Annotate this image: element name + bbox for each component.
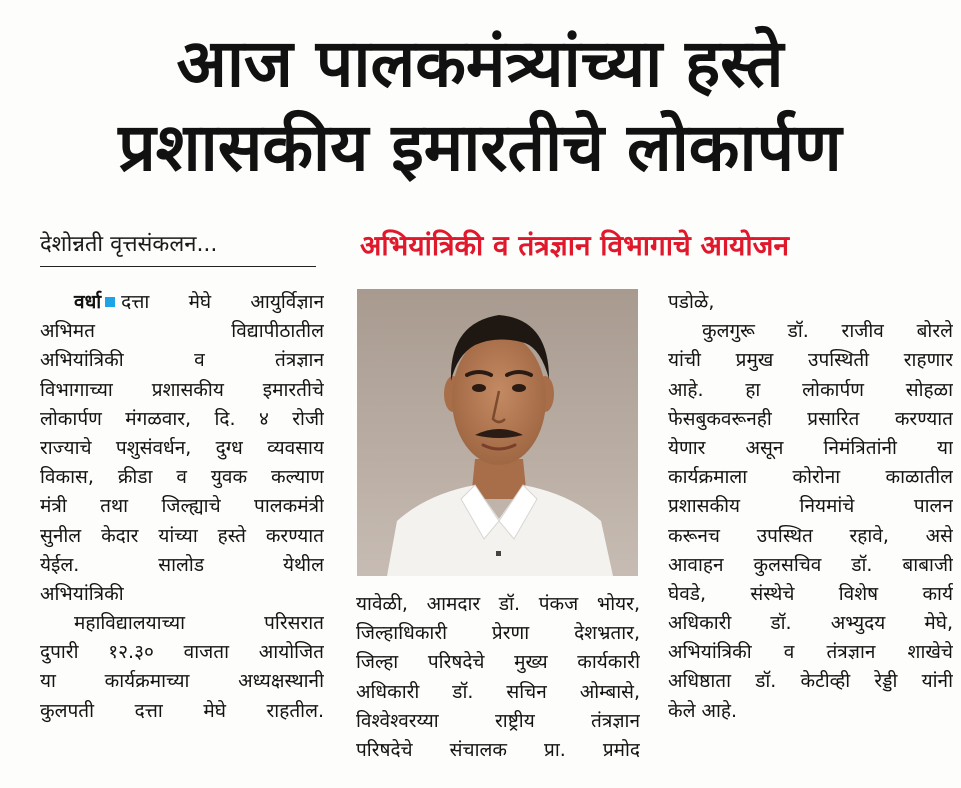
article-line: कार्यक्रमाला कोरोना काळातील	[668, 466, 953, 489]
article-line: राज्याचे पशुसंवर्धन, दुग्ध व्यवसाय	[40, 436, 324, 459]
article-line: यावेळी, आमदार डॉ. पंकज भोयर,	[356, 593, 640, 615]
square-bullet-icon	[105, 297, 115, 307]
article-line: कुलपती दत्ता मेघे राहतील.	[40, 699, 324, 722]
article-line: करूनच उपस्थित रहावे, असे	[668, 524, 953, 547]
portrait-photo	[357, 289, 638, 576]
byline-divider	[40, 266, 316, 267]
article-line: परिषदेचे संचालक प्रा. प्रमोद	[356, 738, 640, 761]
article-line: विकास, क्रीडा व युवक कल्याण	[40, 466, 324, 489]
article-line: अधिष्ठाता डॉ. केटीव्ही रेड्डी यांनी	[668, 670, 953, 693]
article-line: येणार असून निमंत्रितांनी या	[668, 436, 953, 459]
article-line: अभियांत्रिकी व तंत्रज्ञान	[40, 349, 324, 372]
article-line: आवाहन कुलसचिव डॉ. बाबाजी	[668, 553, 953, 576]
article-line: जिल्हाधिकारी प्रेरणा देशभ्रतार,	[356, 622, 640, 645]
headline-line-1: आज पालकमंत्र्यांच्या हस्ते	[176, 25, 784, 102]
article-line: मंत्री तथा जिल्ह्याचे पालकमंत्री	[40, 495, 324, 518]
article-column-1	[40, 288, 324, 726]
article-line: या कार्यक्रमाच्या अध्यक्षस्थानी	[40, 670, 324, 693]
article-line: अभिमत विद्यापीठातील	[40, 320, 324, 343]
article-line: सुनील केदार यांच्या हस्ते करण्यात	[40, 524, 324, 547]
article-line: अधिकारी डॉ. अभ्युदय मेघे,	[668, 612, 953, 635]
headline-line-2: प्रशासकीय इमारतीचे लोकार्पण	[118, 109, 842, 186]
article-line: फेसबुकवरूनही प्रसारित करण्यात	[668, 407, 953, 430]
article-line: आहे. हा लोकार्पण सोहळा	[668, 378, 953, 401]
byline: देशोन्नती वृत्तसंकलन...	[40, 232, 218, 257]
article-line: यांची प्रमुख उपस्थिती राहणार	[668, 349, 953, 372]
article-line: विभागाच्या प्रशासकीय इमारतीचे	[40, 378, 324, 401]
article-line-text: दत्ता मेघे आयुर्विज्ञान	[121, 291, 324, 313]
article-column-2	[356, 590, 640, 765]
article-line: विश्वेश्वरय्या राष्ट्रीय तंत्रज्ञान	[356, 709, 640, 732]
article-line: जिल्हा परिषदेचे मुख्य कार्यकारी	[356, 651, 640, 674]
article-line: अधिकारी डॉ. सचिन ओम्बासे,	[356, 680, 640, 703]
article-column-3	[668, 288, 953, 726]
article-line: केले आहे.	[668, 699, 738, 722]
article-line: दुपारी १२.३० वाजता आयोजित	[40, 641, 324, 664]
article-line: अभियांत्रिकी	[40, 582, 124, 605]
dateline: वर्धा	[74, 291, 102, 313]
article-line	[40, 288, 324, 317]
article-line: कुलगुरू डॉ. राजीव बोरले	[702, 320, 953, 343]
article-line: महाविद्यालयाच्या परिसरात	[74, 612, 324, 635]
article-line: लोकार्पण मंगळवार, दि. ४ रोजी	[40, 407, 324, 430]
man-portrait-illustration	[357, 289, 638, 576]
article-line: प्रशासकीय नियमांचे पालन	[668, 495, 953, 518]
article-line: पडोळे,	[668, 291, 715, 313]
subheadline: अभियांत्रिकी व तंत्रज्ञान विभागाचे आयोजन	[360, 229, 789, 262]
article-line: घेवडे, संस्थेचे विशेष कार्य	[668, 582, 953, 605]
article-line: येईल. सालोड येथील	[40, 553, 324, 576]
article-line: अभियांत्रिकी व तंत्रज्ञान शाखेचे	[668, 641, 953, 664]
